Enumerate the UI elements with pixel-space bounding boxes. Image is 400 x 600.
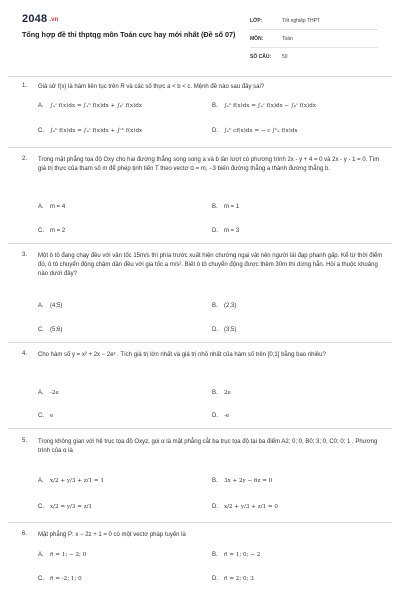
option-letter: B. <box>212 303 218 309</box>
option-a[interactable] <box>38 549 86 561</box>
meta-label: MÔN: <box>250 35 264 42</box>
option-c[interactable] <box>38 501 92 513</box>
option-letter: C. <box>38 327 44 333</box>
option-letter: D. <box>212 228 218 234</box>
option-text: ∫ₐᵇ f(x)dx = ∫ₐᶜ f(x)dx + ∫ᶜᵇ f(x)dx <box>50 128 143 134</box>
option-text: x/2 + y/3 + z/1 = 1 <box>50 478 104 484</box>
option-a[interactable] <box>38 300 62 312</box>
option-d[interactable] <box>212 125 298 137</box>
option-letter: B. <box>212 204 218 210</box>
option-text: ∫ₐᵇ f(x)dx = ∫ₐᶜ f(x)dx − ∫ᵦᶜ f(x)dx <box>224 103 316 109</box>
option-d[interactable] <box>212 573 254 585</box>
option-text: (3;5) <box>224 327 237 333</box>
question-number: 1. <box>22 83 28 89</box>
option-a[interactable] <box>38 201 65 213</box>
divider <box>8 428 392 429</box>
option-letter: D. <box>212 327 218 333</box>
option-a[interactable] <box>38 475 104 487</box>
option-letter: A. <box>38 552 44 558</box>
option-letter: B. <box>212 552 218 558</box>
option-a[interactable] <box>38 100 142 112</box>
option-letter: C. <box>38 128 44 134</box>
site-logo[interactable] <box>22 13 59 25</box>
option-c[interactable] <box>38 225 65 237</box>
option-letter: B. <box>212 103 218 109</box>
option-text: m = 2 <box>50 228 66 234</box>
divider <box>8 243 392 244</box>
question-text: Mặt phẳng P: x − 2z + 1 = 0 có một vectơ pháp tuyến là <box>38 532 186 538</box>
option-letter: C. <box>38 228 44 234</box>
divider <box>8 76 392 77</box>
question-text: Giả sử f(x) là hàm liên tục trên R và các số thực a < b < c. Mệnh đề nào sau đây sai? <box>38 84 265 90</box>
option-letter: C. <box>38 504 44 510</box>
option-text: m = 1 <box>224 204 240 210</box>
option-text: 3x + 2y − 6z = 0 <box>224 478 273 484</box>
option-b[interactable] <box>212 387 231 399</box>
meta-value: 50 <box>282 53 288 60</box>
option-text: m = 3 <box>224 228 240 234</box>
question-number: 4. <box>22 351 28 357</box>
option-text: ∫ₐᶜ f(x)dx = ∫ₐᵇ f(x)dx + ∫ᵦᶜ f(x)dx <box>50 103 142 109</box>
meta-label: LỚP: <box>250 17 263 24</box>
option-text: ∫ₐᵇ cf(x)dx = − c ∫ᵇₐ f(x)dx <box>224 128 298 134</box>
question-number: 2. <box>22 156 28 162</box>
option-b[interactable] <box>212 201 239 213</box>
option-letter: C. <box>38 413 44 419</box>
option-c[interactable] <box>38 410 53 422</box>
divider <box>8 342 392 343</box>
option-letter: D. <box>212 576 218 582</box>
option-letter: A. <box>38 390 44 396</box>
question-number: 5. <box>22 438 28 444</box>
question-number: 3. <box>22 252 28 258</box>
option-letter: D. <box>212 504 218 510</box>
meta-row-subject <box>250 30 378 48</box>
option-text: (2;3) <box>224 303 237 309</box>
option-a[interactable] <box>38 387 59 399</box>
meta-row-question-count <box>250 48 378 65</box>
option-text: x/2 + y/3 + z/1 = 0 <box>224 504 278 510</box>
option-letter: A. <box>38 204 44 210</box>
option-d[interactable] <box>212 324 236 336</box>
question-text: Cho hàm số y = x² + 2x − 2eˣ . Tích giá trị lớn nhất và giá trị nhỏ nhất của hàm số trên [0;1] bằng bao nhiêu? <box>38 352 326 358</box>
question-text: Trong mặt phẳng tọa độ Oxy cho hai đường thẳng song song a và b lần lượt có phương trình 2x - y + 4 = 0 và 2x - y - 1 = 0. Tìm giá trị thực của tham số m để phép tịnh tiến T theo vectơ u⃗ = m; −3 biến đường thẳng a thành đường thẳng b. <box>38 157 380 172</box>
option-letter: A. <box>38 303 44 309</box>
option-c[interactable] <box>38 125 142 137</box>
option-b[interactable] <box>212 300 236 312</box>
option-letter: D. <box>212 413 218 419</box>
option-text: e <box>50 413 54 419</box>
option-letter: A. <box>38 103 44 109</box>
question-text: Trong không gian với hệ trục tọa độ Oxyz, gọi α là mặt phẳng cắt ba trục tọa độ tại ba điểm A2; 0; 0, B0; 3; 0, C0; 0; 1 . Phương trình của α là <box>38 439 378 454</box>
option-text: n⃗ = 1; 0; − 2 <box>224 552 261 558</box>
meta-row-class <box>250 12 378 30</box>
divider <box>8 522 392 523</box>
option-b[interactable] <box>212 475 272 487</box>
question-text: Một ô tô đang chạy đều với vận tốc 15m/s thì phía trước xuất hiện chướng ngại vật nên người lái đạp phanh gấp. Kể từ thời điểm đó, ô tô chuyển động chậm dần đều với gia tốc a m/s². Biết ô tô chuyển động được thêm 30m thì dừng hẳn. Hỏi a thuộc khoảng nào dưới đây? <box>38 253 383 277</box>
option-letter: B. <box>212 478 218 484</box>
logo-text: 2048 <box>22 13 48 25</box>
option-d[interactable] <box>212 225 239 237</box>
page-title: Tổng hợp đề thi thptqg môn Toán cực hay mới nhất (Đề số 07) <box>22 30 236 39</box>
page-header <box>0 0 400 72</box>
logo-suffix: .vn <box>49 17 59 23</box>
option-text: n⃗ = -2; 1; 0 <box>50 576 82 582</box>
option-c[interactable] <box>38 573 82 585</box>
exam-meta-table <box>250 12 378 65</box>
option-text: -e <box>224 413 230 419</box>
option-letter: C. <box>38 576 44 582</box>
option-text: (4;5) <box>50 303 63 309</box>
option-text: 2e <box>224 390 231 396</box>
option-b[interactable] <box>212 100 316 112</box>
question-number: 6. <box>22 531 28 537</box>
option-letter: B. <box>212 390 218 396</box>
option-text: n⃗ = 1; − 2; 0 <box>50 552 87 558</box>
option-text: -2e <box>50 390 59 396</box>
option-text: (5;6) <box>50 327 63 333</box>
option-letter: D. <box>212 128 218 134</box>
option-text: m = 4 <box>50 204 66 210</box>
meta-value: Toán <box>282 35 293 42</box>
meta-value: Tốt nghiệp THPT <box>282 17 320 24</box>
option-c[interactable] <box>38 324 62 336</box>
option-text: n⃗ = 2; 0; 3 <box>224 576 254 582</box>
option-d[interactable] <box>212 410 229 422</box>
option-letter: A. <box>38 478 44 484</box>
divider <box>8 147 392 148</box>
option-text: x/2 = y/3 = z/1 <box>50 504 93 510</box>
option-b[interactable] <box>212 549 260 561</box>
option-d[interactable] <box>212 501 278 513</box>
meta-label: SỐ CÂU: <box>250 53 272 60</box>
